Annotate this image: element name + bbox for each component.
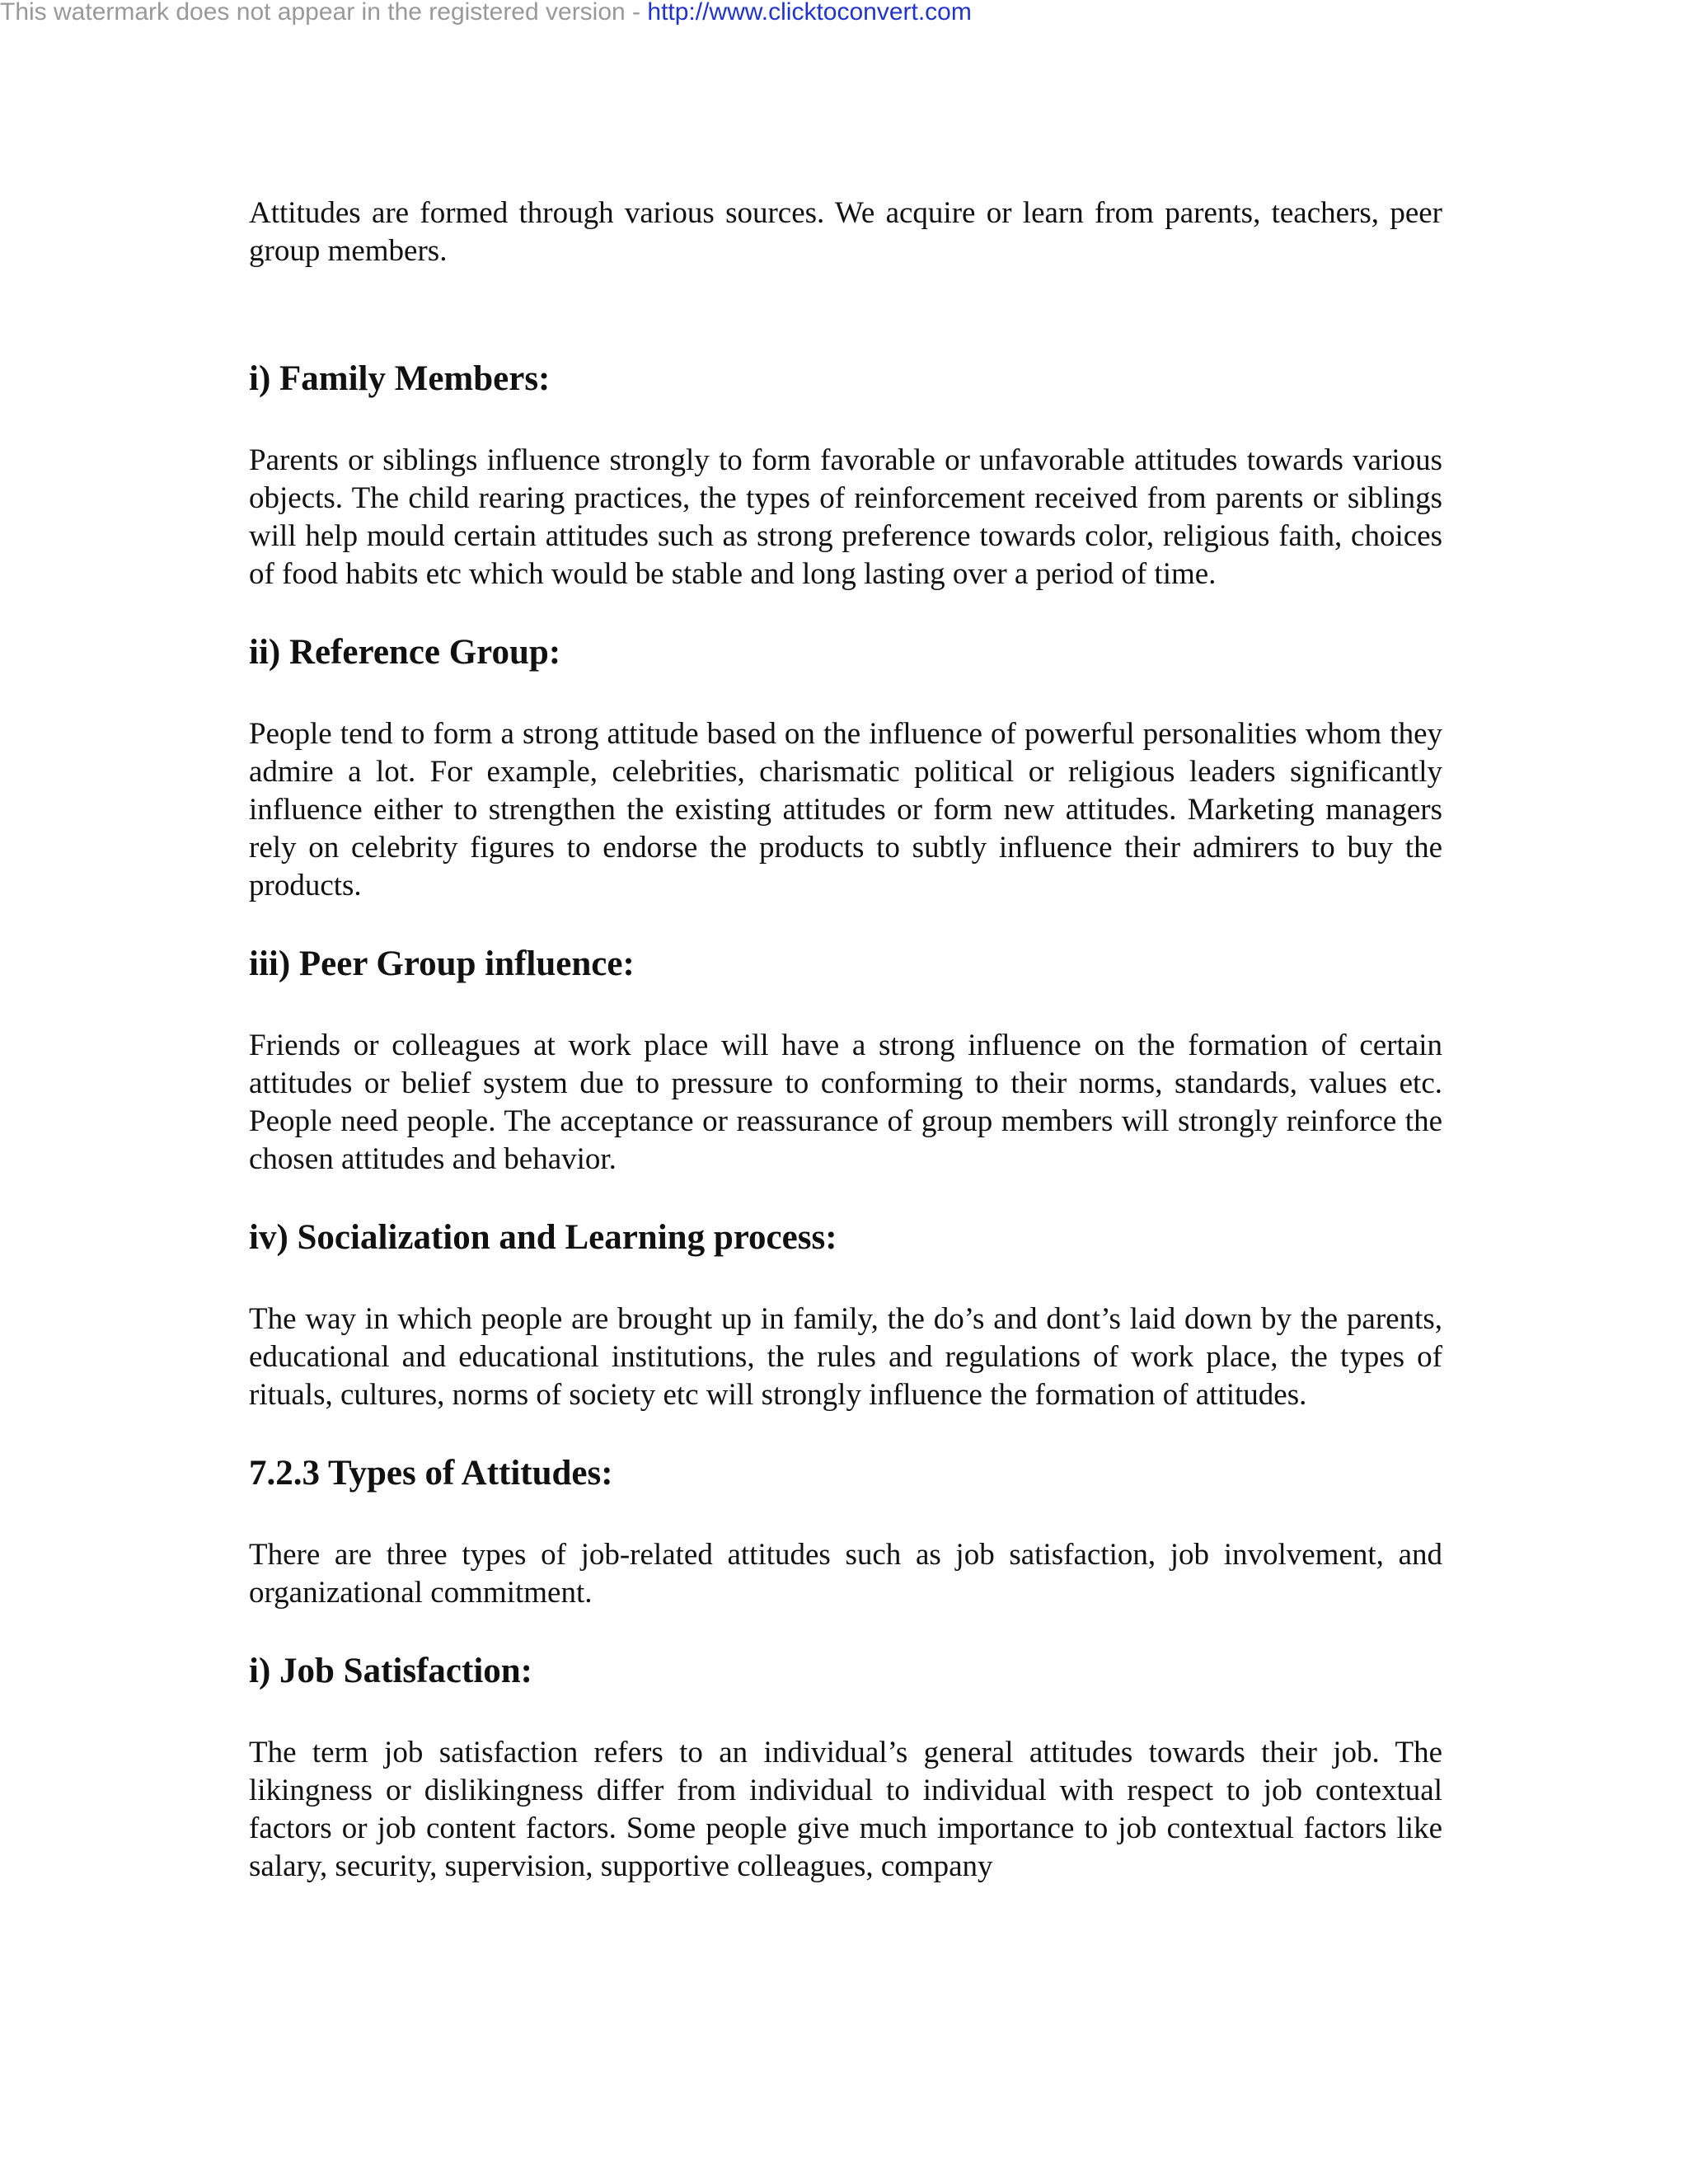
section-family-members — [249, 358, 1442, 593]
section-job-satisfaction — [249, 1650, 1442, 1886]
section-paragraph: The way in which people are brought up in family, the do’s and dont’s laid down by the parents, educational and educational institutions, the rules and regulations of work place, the types of rituals, cultures, norms of society etc will strongly influence the formation of attitudes. — [249, 1302, 1442, 1412]
section-paragraph: The term job satisfaction refers to an individual’s general attitudes towards their job. The likingness or dislikingness differ from individual to individual with respect to job contextual factors or job content factors. Some people give much importance to job contextual factors like salary, security, supervision, supportive colleagues, company — [249, 1736, 1442, 1883]
document-body — [249, 194, 1442, 1924]
section-heading: iv) Socialization and Learning process: — [249, 1218, 837, 1257]
section-heading: 7.2.3 Types of Attitudes: — [249, 1454, 613, 1493]
section-types-of-attitudes — [249, 1452, 1442, 1612]
section-heading: iii) Peer Group influence: — [249, 944, 635, 983]
section-paragraph: There are three types of job-related attitudes such as job satisfaction, job involvement, and organizational commitment. — [249, 1538, 1442, 1610]
watermark-text: This watermark does not appear in the registered version - — [0, 0, 648, 26]
section-paragraph: Friends or colleagues at work place will have a strong influence on the formation of certain attitudes or belief system due to pressure to conforming to their norms, standards, values etc. People need people. The acceptance or reassurance of group members will strongly reinforce the chosen attitudes and behavior. — [249, 1029, 1442, 1176]
watermark-banner — [0, 0, 972, 28]
section-peer-group-influence — [249, 943, 1442, 1179]
section-heading: ii) Reference Group: — [249, 633, 561, 672]
section-socialization-learning — [249, 1216, 1442, 1414]
section-reference-group — [249, 631, 1442, 905]
watermark-link[interactable]: http://www.clicktoconvert.com — [647, 0, 972, 26]
section-heading: i) Job Satisfaction: — [249, 1652, 532, 1690]
section-paragraph: Parents or siblings influence strongly to form favorable or unfavorable attitudes towards various objects. The child rearing practices, the types of reinforcement received from parents or siblings will help mould certain attitudes such as strong preference towards color, religious faith, choices of food habits etc which would be stable and long lasting over a period of time. — [249, 443, 1442, 591]
intro-paragraph: Attitudes are formed through various sources. We acquire or learn from parents, teachers, peer group members. — [249, 196, 1442, 268]
section-heading: i) Family Members: — [249, 359, 551, 398]
section-paragraph: People tend to form a strong attitude based on the influence of powerful personalities whom they admire a lot. For example, celebrities, charismatic political or religious leaders significantly influence either to strengthen the existing attitudes or form new attitudes. Marketing managers rely on celebrity figures to endorse the products to subtly influence their admirers to buy the products. — [249, 717, 1442, 902]
